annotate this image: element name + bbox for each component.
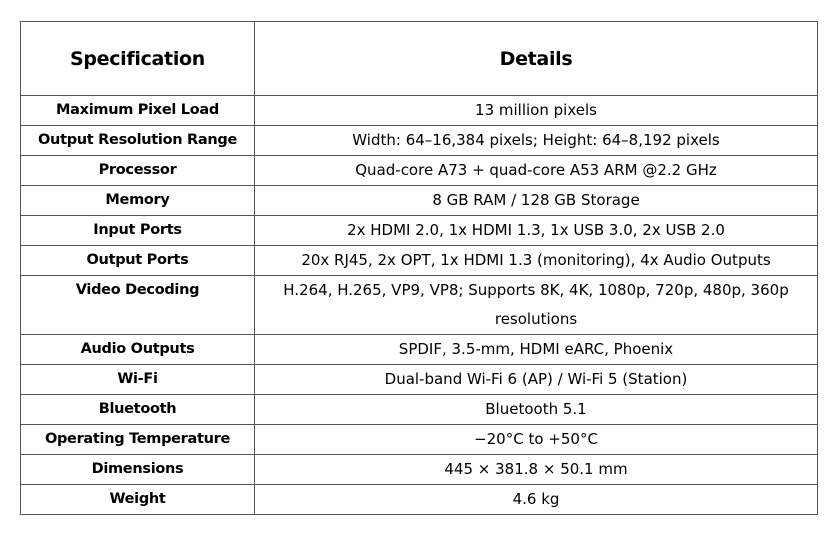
table-row [21,246,818,276]
spec-label: Output Ports [21,246,255,276]
spec-value: Bluetooth 5.1 [255,395,818,425]
spec-label: Output Resolution Range [21,126,255,156]
specification-table [20,21,818,515]
table-header [21,22,818,96]
spec-label: Input Ports [21,216,255,246]
header-row [21,22,818,96]
spec-label: Wi-Fi [21,365,255,395]
table-row [21,335,818,365]
header-details: Details [255,22,818,96]
spec-value: 8 GB RAM / 128 GB Storage [255,186,818,216]
table-row [21,276,818,335]
spec-value: Quad-core A73 + quad-core A53 ARM @2.2 GHz [255,156,818,186]
spec-label: Maximum Pixel Load [21,96,255,126]
table-row [21,216,818,246]
spec-value: 4.6 kg [255,485,818,515]
spec-label: Bluetooth [21,395,255,425]
table-row [21,186,818,216]
spec-value: 445 × 381.8 × 50.1 mm [255,455,818,485]
spec-label: Processor [21,156,255,186]
spec-label: Operating Temperature [21,425,255,455]
table-row [21,126,818,156]
table-row [21,96,818,126]
spec-value: −20°C to +50°C [255,425,818,455]
spec-value: 2x HDMI 2.0, 1x HDMI 1.3, 1x USB 3.0, 2x USB 2.0 [255,216,818,246]
table-row [21,365,818,395]
spec-label: Dimensions [21,455,255,485]
spec-value: 20x RJ45, 2x OPT, 1x HDMI 1.3 (monitoring), 4x Audio Outputs [255,246,818,276]
spec-label: Weight [21,485,255,515]
table-row [21,156,818,186]
table-row [21,455,818,485]
header-specification: Specification [21,22,255,96]
spec-value: Width: 64–16,384 pixels; Height: 64–8,192 pixels [255,126,818,156]
table-row [21,425,818,455]
spec-value: H.264, H.265, VP9, VP8; Supports 8K, 4K, 1080p, 720p, 480p, 360p resolutions [255,276,818,335]
spec-label: Video Decoding [21,276,255,335]
table-row [21,485,818,515]
table-row [21,395,818,425]
spec-value: 13 million pixels [255,96,818,126]
table-body [21,96,818,515]
spec-label: Audio Outputs [21,335,255,365]
spec-value: SPDIF, 3.5-mm, HDMI eARC, Phoenix [255,335,818,365]
spec-label: Memory [21,186,255,216]
spec-value: Dual-band Wi-Fi 6 (AP) / Wi-Fi 5 (Station) [255,365,818,395]
